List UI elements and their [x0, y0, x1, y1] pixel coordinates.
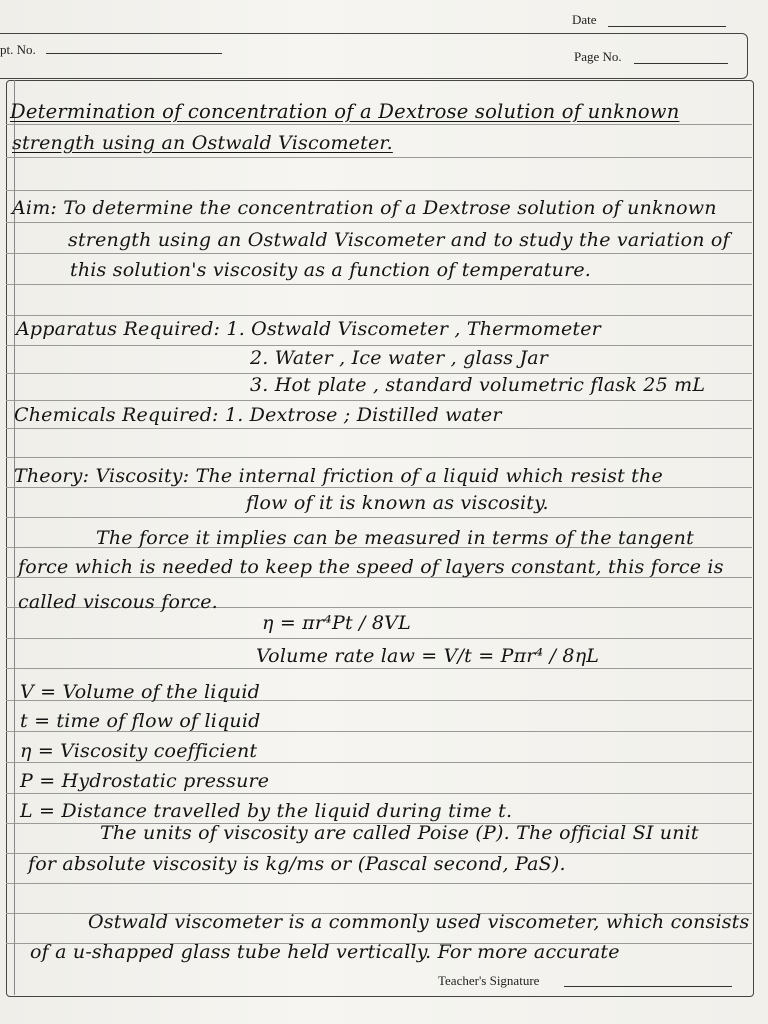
definition-t: t = time of flow of liquid: [20, 710, 261, 732]
rule-line: [6, 762, 752, 763]
definition-v: V = Volume of the liquid: [20, 681, 261, 703]
rule-line: [6, 793, 752, 794]
rule-line: [6, 668, 752, 669]
chemicals-line-1: Chemicals Required: 1. Dextrose ; Distilled water: [14, 404, 502, 426]
units-line-1: The units of viscosity are called Poise (P). The official SI unit: [100, 822, 699, 844]
ostwald-line-2: of a u-shapped glass tube held vertically. For more accurate: [30, 941, 620, 963]
rule-line: [6, 400, 752, 401]
rule-line: [6, 487, 752, 488]
rule-line: [6, 457, 752, 458]
apparatus-line-3: 3. Hot plate , standard volumetric flask 25 mL: [250, 374, 706, 396]
theory-line-3: The force it implies can be measured in terms of the tangent: [96, 527, 694, 549]
ostwald-line-1: Ostwald viscometer is a commonly used viscometer, which consists: [88, 911, 750, 933]
rule-line: [6, 315, 752, 316]
rule-line: [6, 638, 752, 639]
page-no-line: [634, 63, 728, 64]
teacher-signature-label: Teacher's Signature: [438, 973, 540, 988]
title-line-2: strength using an Ostwald Viscometer.: [12, 132, 393, 154]
theory-line-5: called viscous force.: [18, 591, 218, 613]
aim-line-3: this solution's viscosity as a function of temperature.: [70, 259, 592, 281]
title-line-1: Determination of concentration of a Dextrose solution of unknown: [10, 100, 680, 123]
expt-no-label: pt. No.: [0, 42, 36, 57]
rule-line: [6, 190, 752, 191]
rule-line: [6, 157, 752, 158]
rule-line: [6, 124, 752, 125]
formula-viscosity: η = πr⁴Pt / 8VL: [262, 612, 411, 634]
rule-line: [6, 222, 752, 223]
rule-line: [6, 345, 752, 346]
theory-line-1: Theory: Viscosity: The internal friction of a liquid which resist the: [14, 465, 663, 487]
expt-no-line: [46, 53, 222, 54]
definition-eta: η = Viscosity coefficient: [20, 740, 258, 762]
units-line-2: for absolute viscosity is kg/ms or (Pascal second, PaS).: [28, 853, 566, 875]
formula-volume-rate: Volume rate law = V/t = Pπr⁴ / 8ηL: [256, 645, 600, 667]
theory-line-4: force which is needed to keep the speed of layers constant, this force is: [18, 556, 724, 578]
aim-line-1: Aim: To determine the concentration of a Dextrose solution of unknown: [12, 197, 717, 219]
rule-line: [6, 253, 752, 254]
page-no-label: Page No.: [574, 49, 622, 64]
aim-line-2: strength using an Ostwald Viscometer and to study the variation of: [68, 229, 730, 251]
theory-line-2: flow of it is known as viscosity.: [246, 492, 549, 514]
definition-l: L = Distance travelled by the liquid during time t.: [20, 800, 513, 822]
date-label: Date: [572, 12, 597, 27]
definition-p: P = Hydrostatic pressure: [20, 770, 270, 792]
header-box: [0, 33, 748, 79]
apparatus-line-2: 2. Water , Ice water , glass Jar: [250, 347, 549, 369]
rule-line: [6, 517, 752, 518]
rule-line: [6, 284, 752, 285]
teacher-signature-line: [564, 986, 732, 987]
rule-line: [6, 428, 752, 429]
date-line: [608, 26, 726, 27]
rule-line: [6, 883, 752, 884]
apparatus-line-1: Apparatus Required: 1. Ostwald Viscometer , Thermometer: [16, 318, 601, 340]
